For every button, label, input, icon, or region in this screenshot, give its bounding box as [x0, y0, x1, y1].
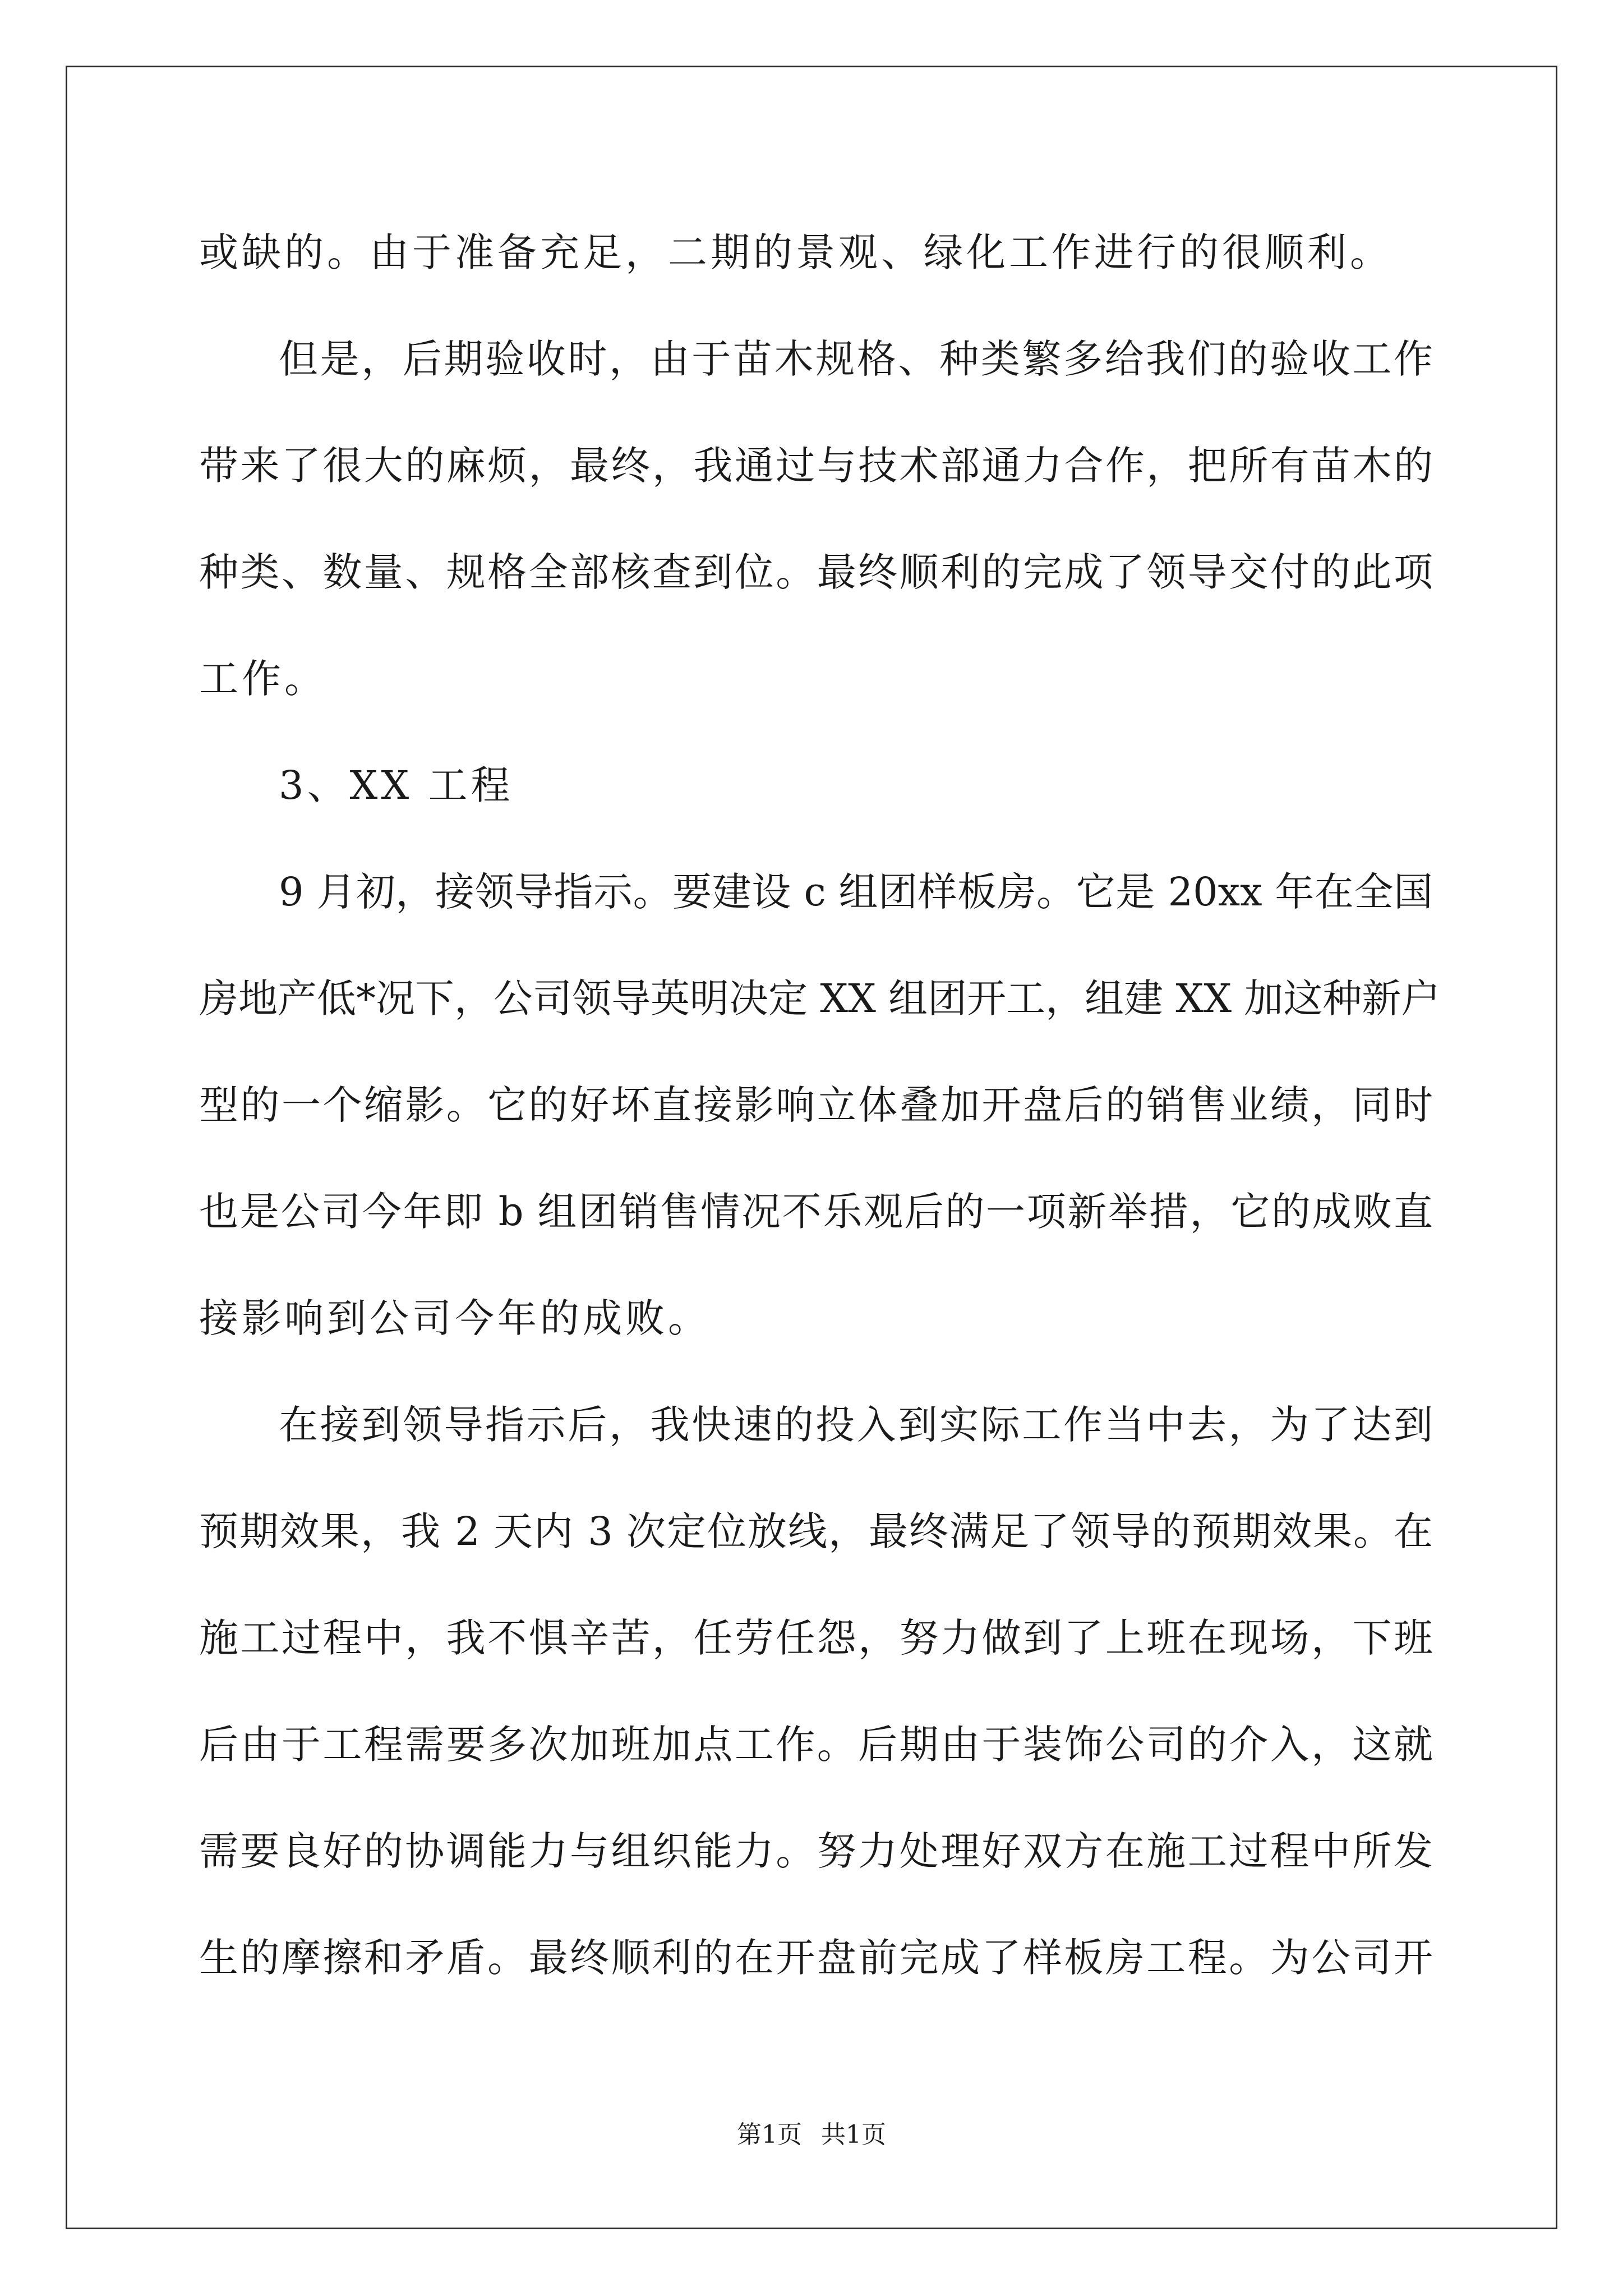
paragraph-start-line: 9 月初，接领导指示。要建设 c 组团样板房。它是 20xx 年在全国: [279, 869, 1433, 915]
paragraph-start-line: 但是，后期验收时，由于苗木规格、种类繁多给我们的验收工作: [279, 336, 1433, 382]
text-line: 需要良好的协调能力与组织能力。努力处理好双方在施工过程中所发: [199, 1828, 1433, 1874]
text-line: 型的一个缩影。它的好坏直接影响立体叠加开盘后的销售业绩，同时: [199, 1082, 1433, 1128]
text-line: 后由于工程需要多次加班加点工作。后期由于装饰公司的介入，这就: [199, 1722, 1433, 1768]
text-line: 预期效果，我 2 天内 3 次定位放线，最终满足了领导的预期效果。在: [199, 1508, 1433, 1554]
text-line: 也是公司今年即 b 组团销售情况不乐观后的一项新举措，它的成败直: [199, 1189, 1433, 1235]
text-line: 房地产低*况下，公司领导英明决定 XX 组团开工，组建 XX 加这种新户: [199, 976, 1441, 1022]
text-line: 生的摩擦和矛盾。最终顺利的在开盘前完成了样板房工程。为公司开: [199, 1935, 1433, 1981]
paragraph-start-line: 在接到领导指示后，我快速的投入到实际工作当中去，为了达到: [279, 1402, 1433, 1448]
document-body: [199, 199, 1441, 2011]
page-number-footer: 第1页 共1页: [737, 2120, 886, 2149]
text-line: 接影响到公司今年的成败。: [199, 1295, 711, 1341]
text-line: 或缺的。由于准备充足，二期的景观、绿化工作进行的很顺利。: [199, 229, 1393, 275]
text-line: 种类、数量、规格全部核查到位。最终顺利的完成了领导交付的此项: [199, 549, 1433, 595]
section-heading: 3、XX 工程: [279, 762, 514, 808]
text-line: 施工过程中，我不惧辛苦，任劳任怨，努力做到了上班在现场，下班: [199, 1615, 1433, 1661]
text-line: 带来了很大的麻烦，最终，我通过与技术部通力合作，把所有苗木的: [199, 443, 1433, 489]
text-line: 工作。: [199, 656, 327, 702]
